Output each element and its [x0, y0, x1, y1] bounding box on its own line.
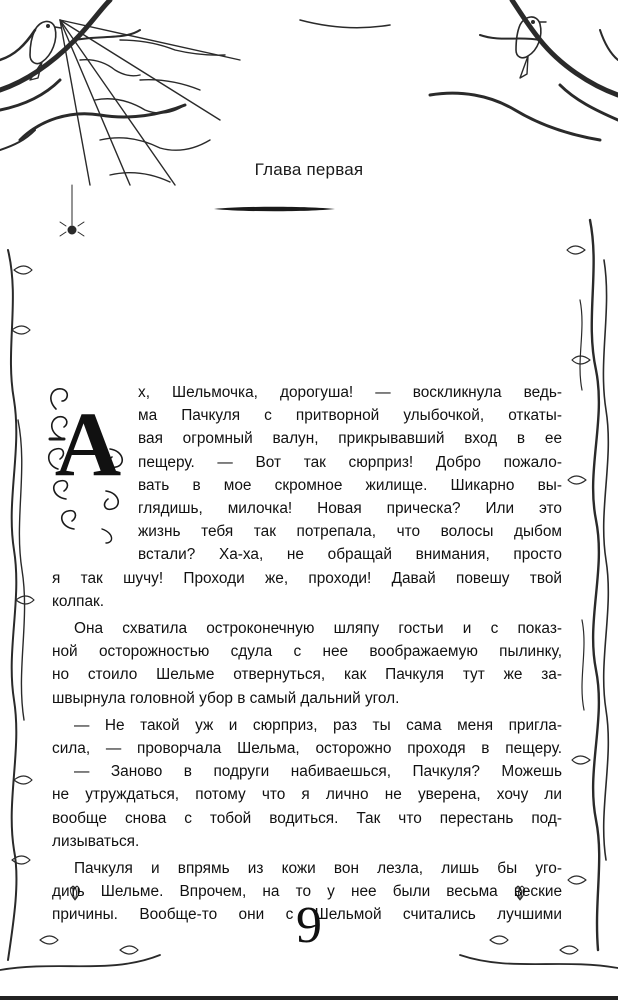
- text-line: ной осторожностью сдула с нее воображаемую пылинку,: [52, 643, 562, 661]
- text-line: дить Шельме. Впрочем, на то у нее были весьма веские: [52, 883, 562, 901]
- text-line: но стоило Шельме отвернуться, как Пачкуля тут же за-: [52, 666, 562, 684]
- text-line: — Не такой уж и сюрприз, раз ты сама меня пригла-: [74, 716, 562, 734]
- text-line: лизываться.: [52, 832, 140, 850]
- text-line: сила, — проворчала Шельма, осторожно проходя в пещеру.: [52, 740, 562, 758]
- text-line: встали? Ха-ха, не обращай внимания, просто: [138, 546, 562, 564]
- text-line: ма Пачкуля с притворной улыбочкой, откаты-: [138, 407, 562, 425]
- body-text: [52, 381, 562, 927]
- bottom-edge-rule: [0, 996, 618, 1000]
- text-line: вообще снова с тобой водиться. Так что перестань под-: [52, 809, 562, 827]
- text-line: я так шучу! Проходи же, проходи! Давай повешу твой: [52, 569, 562, 587]
- text-line: Пачкуля и впрямь из кожи вон лезла, лишь бы уго-: [74, 860, 562, 878]
- text-line: причины. Вообще-то они с Шельмой считались лучшими: [52, 906, 562, 924]
- page-number: 9: [296, 897, 322, 954]
- text-line: глядишь, милочка! Новая прическа? Или это: [138, 500, 562, 518]
- text-line: пещеру. — Вот так сюрприз! Добро пожало-: [138, 453, 562, 471]
- text-line: — Заново в подруги набиваешься, Пачкуля? Можешь: [74, 763, 562, 781]
- text-line: не утруждаться, потому что я лично не уверена, хочу ли: [52, 786, 562, 804]
- text-line: вать в мое скромное жилище. Шикарно вы-: [138, 476, 562, 494]
- chapter-title-ornament: [212, 204, 337, 214]
- text-line: вая огромный валун, прикрывавший вход в ее: [138, 430, 562, 448]
- text-line: швырнула головной убор в самый дальний угол.: [52, 689, 400, 707]
- text-line: жизнь тебя так потрепала, что волосы дыбом: [138, 523, 562, 541]
- text-line: х, Шельмочка, дорогуша! — воскликнула ведь-: [138, 384, 562, 401]
- chapter-title: Глава первая: [254, 160, 364, 179]
- text-line: колпак.: [52, 592, 105, 610]
- drop-cap-letter: А: [54, 393, 122, 495]
- text-line: Она схватила остроконечную шляпу гостьи и с показ-: [74, 620, 562, 638]
